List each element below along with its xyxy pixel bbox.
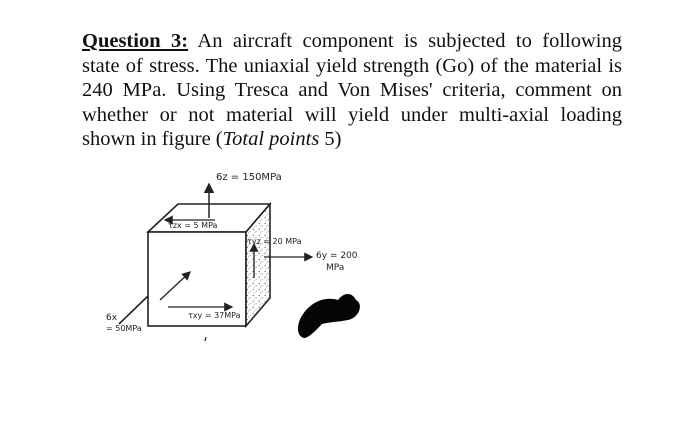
sigma-x-value: = 50MPa bbox=[106, 324, 142, 333]
sigma-y-label: 6y = 200 bbox=[316, 251, 358, 261]
points-label: Total points bbox=[222, 128, 320, 150]
question-close-paren: ) bbox=[334, 128, 342, 150]
sigma-z-label: 6z = 150MPa bbox=[216, 172, 282, 183]
sigma-x-label: 6x bbox=[106, 313, 118, 323]
tau-yz-label: τyz = 20 MPa bbox=[247, 237, 302, 246]
question-body: An aircraft component is subjected to following state of stress. The uniaxial yield strength (Go) of the material is 240 MPa. Using Tresca and Von Mises' criteria, comment on whether or not material will yield under multi-axial loading shown in figure ( bbox=[82, 30, 622, 150]
ink-blot bbox=[298, 294, 360, 338]
points-value: 5 bbox=[319, 128, 335, 150]
tau-zx-label: τzx = 5 MPa bbox=[168, 221, 218, 230]
stray-mark bbox=[205, 337, 206, 341]
sigma-x-line bbox=[119, 296, 148, 324]
question-label: Question 3: bbox=[82, 30, 189, 52]
sigma-y-unit: MPa bbox=[326, 263, 345, 273]
tau-xy-label: τxy = 37MPa bbox=[188, 311, 241, 320]
